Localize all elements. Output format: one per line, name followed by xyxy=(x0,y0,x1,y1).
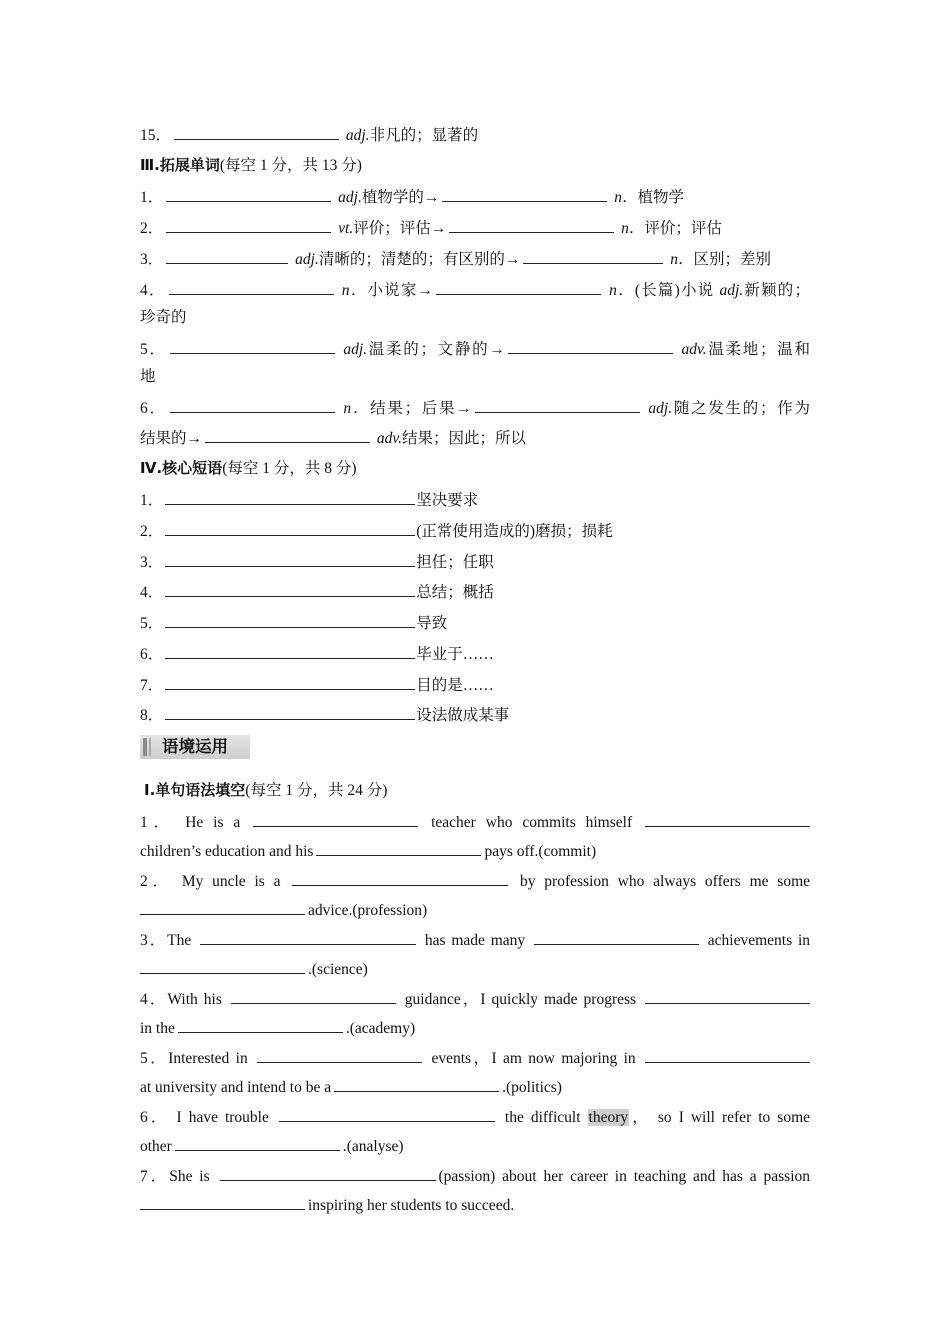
answer-blank[interactable] xyxy=(166,217,331,233)
section-note: (每空 1 分，共 24 分) xyxy=(245,782,388,799)
question-text: (passion) about her career in teaching and has a passion xyxy=(438,1168,811,1185)
part-of-speech: vt. xyxy=(338,220,354,237)
meaning: 区别；差别 xyxy=(693,251,771,268)
grammar-q4-continued xyxy=(140,1017,810,1039)
answer-blank[interactable] xyxy=(165,581,415,597)
phrase-item-6 xyxy=(140,643,810,665)
question-text: .(politics) xyxy=(502,1079,562,1096)
grammar-heading xyxy=(144,780,814,801)
meaning: 导致 xyxy=(416,615,448,632)
item-number: 2． xyxy=(140,220,164,237)
answer-blank[interactable] xyxy=(165,612,415,628)
item-number: 8． xyxy=(140,707,164,724)
part-of-speech: n． xyxy=(621,220,645,237)
phrase-item-3 xyxy=(140,551,810,573)
meaning: 温柔地；温和 xyxy=(706,341,810,358)
grammar-q6 xyxy=(140,1106,810,1128)
meaning: 评价；评估→ xyxy=(353,220,447,237)
question-text: children’s education and his xyxy=(140,843,314,860)
meaning: 毕业于…… xyxy=(416,646,494,663)
meaning: 结果；因此；所以 xyxy=(402,430,527,447)
meaning: 总结；概括 xyxy=(416,584,494,601)
part-of-speech: adj. xyxy=(338,189,362,206)
highlighted-word: theory xyxy=(588,1109,629,1126)
phrase-item-2 xyxy=(140,520,810,542)
part-of-speech: adv. xyxy=(376,430,402,447)
meaning: 非凡的；显著的 xyxy=(369,127,479,144)
grammar-q5-continued xyxy=(140,1076,810,1098)
item-number: 6． xyxy=(140,646,164,663)
answer-blank[interactable] xyxy=(166,248,288,264)
phrase-item-5 xyxy=(140,612,810,634)
question-text: 2． My uncle is a xyxy=(140,873,281,890)
item-number: 1． xyxy=(140,189,164,206)
item-number: 4． xyxy=(140,282,166,299)
meaning: 评价；评估 xyxy=(644,220,722,237)
expand-item-1 xyxy=(140,186,810,208)
question-text: at university and intend to be a xyxy=(140,1079,332,1096)
answer-blank[interactable] xyxy=(442,186,607,202)
answer-blank[interactable] xyxy=(645,1047,810,1063)
meaning: 小说家→ xyxy=(367,282,434,299)
answer-blank[interactable] xyxy=(292,870,508,886)
answer-blank[interactable] xyxy=(170,397,335,413)
answer-blank[interactable] xyxy=(140,958,305,974)
answer-blank[interactable] xyxy=(523,248,663,264)
meaning: 清晰的；清楚的；有区别的→ xyxy=(318,251,521,268)
answer-blank[interactable] xyxy=(165,520,415,536)
answer-blank[interactable] xyxy=(170,338,335,354)
answer-blank[interactable] xyxy=(200,929,416,945)
answer-blank[interactable] xyxy=(257,1047,422,1063)
question-text: the difficult xyxy=(504,1109,581,1126)
answer-blank[interactable] xyxy=(334,1076,499,1092)
answer-blank[interactable] xyxy=(175,1135,340,1151)
answer-blank[interactable] xyxy=(165,551,415,567)
grammar-q7 xyxy=(140,1165,810,1187)
question-text: achievements in xyxy=(707,932,810,949)
answer-blank[interactable] xyxy=(645,988,810,1004)
answer-blank[interactable] xyxy=(279,1106,495,1122)
question-text: other xyxy=(140,1138,172,1155)
answer-blank[interactable] xyxy=(140,1194,305,1210)
section-banner xyxy=(140,735,250,759)
question-text: has made many xyxy=(424,932,526,949)
answer-blank[interactable] xyxy=(436,279,601,295)
section-note: (每空 1 分，共 8 分) xyxy=(222,460,357,477)
item-number: 7． xyxy=(140,677,164,694)
item-number: 4． xyxy=(140,584,164,601)
banner-bar-icon xyxy=(149,738,151,756)
answer-blank[interactable] xyxy=(140,899,305,915)
question-text: .(science) xyxy=(308,961,368,978)
meaning: 结果的→ xyxy=(140,430,203,447)
grammar-q1-continued xyxy=(140,840,810,862)
answer-blank[interactable] xyxy=(169,279,334,295)
section-title: Ⅲ.拓展单词 xyxy=(140,156,220,174)
section-title: Ⅰ.单句语法填空 xyxy=(144,781,246,799)
meaning: 植物学的→ xyxy=(361,189,440,206)
expand-item-6 xyxy=(140,397,810,419)
part-of-speech: n． xyxy=(609,282,635,299)
question-text: events，I am now majoring in xyxy=(431,1050,636,1067)
question-text: .(analyse) xyxy=(342,1138,404,1155)
answer-blank[interactable] xyxy=(178,1017,343,1033)
answer-blank[interactable] xyxy=(174,124,339,140)
expand-item-6-continued xyxy=(140,427,810,449)
question-text: in the xyxy=(140,1020,175,1037)
expand-item-4-continued: 珍奇的 xyxy=(140,309,187,326)
answer-blank[interactable] xyxy=(166,186,331,202)
answer-blank[interactable] xyxy=(449,217,614,233)
part-of-speech: n． xyxy=(341,282,368,299)
meaning: 植物学 xyxy=(637,189,684,206)
phrase-item-8 xyxy=(140,704,810,726)
expand-item-5-continued: 地 xyxy=(140,368,156,385)
answer-blank[interactable] xyxy=(475,397,640,413)
meaning: 结果；后果→ xyxy=(370,400,472,417)
phrase-item-7 xyxy=(140,674,810,696)
question-text: ， so I will refer to some xyxy=(629,1109,811,1126)
expand-item-2 xyxy=(140,217,810,239)
meaning: 担任；任职 xyxy=(416,554,494,571)
question-text: 3．The xyxy=(140,932,192,949)
grammar-q5 xyxy=(140,1047,810,1069)
meaning: 温柔的；文静的→ xyxy=(367,341,505,358)
expand-item-5 xyxy=(140,338,810,360)
part-of-speech: adj. xyxy=(648,400,673,417)
banner-label: 语境运用 xyxy=(162,737,228,756)
grammar-q3 xyxy=(140,929,810,951)
answer-blank[interactable] xyxy=(645,811,810,827)
item-number: 2． xyxy=(140,523,164,540)
answer-blank[interactable] xyxy=(508,338,673,354)
answer-blank[interactable] xyxy=(220,1165,436,1181)
question-text: 5．Interested in xyxy=(140,1050,248,1067)
grammar-q1 xyxy=(140,811,810,833)
question-text: inspiring her students to succeed. xyxy=(308,1197,515,1214)
vocab-item-15 xyxy=(140,124,810,146)
part-of-speech: adj. xyxy=(343,341,368,358)
question-text: .(academy) xyxy=(345,1020,416,1037)
answer-blank[interactable] xyxy=(534,929,699,945)
question-text: pays off.(commit) xyxy=(484,843,597,860)
phrase-item-4 xyxy=(140,581,810,603)
question-text: 6． I have trouble xyxy=(140,1109,269,1126)
meaning: (长篇)小说 xyxy=(634,282,715,299)
part-of-speech: n． xyxy=(670,251,694,268)
question-text: 7．She is xyxy=(140,1168,210,1185)
answer-blank[interactable] xyxy=(165,489,415,505)
meaning: 新颖的； xyxy=(743,282,810,299)
answer-blank[interactable] xyxy=(253,811,418,827)
phrase-item-1 xyxy=(140,489,810,511)
part-of-speech: n． xyxy=(614,189,638,206)
expand-item-4 xyxy=(140,279,810,301)
question-text: 4．With his xyxy=(140,991,222,1008)
grammar-q2 xyxy=(140,870,810,892)
meaning: (正常使用造成的)磨损；损耗 xyxy=(416,523,613,540)
grammar-q2-continued xyxy=(140,899,810,921)
grammar-q7-continued xyxy=(140,1194,810,1216)
part-of-speech: adj. xyxy=(719,282,744,299)
item-number: 5． xyxy=(140,615,164,632)
banner-bar-icon xyxy=(143,738,147,756)
question-text: 1． He is a xyxy=(140,814,241,831)
meaning: 坚决要求 xyxy=(416,492,479,509)
grammar-q3-continued xyxy=(140,958,810,980)
section-title: Ⅳ.核心短语 xyxy=(140,459,223,477)
part-of-speech: adj. xyxy=(345,127,370,144)
item-number: 3． xyxy=(140,554,164,571)
item-number: 15． xyxy=(140,127,172,144)
expand-item-3 xyxy=(140,248,810,270)
section-4-heading xyxy=(140,458,810,479)
section-3-heading xyxy=(140,155,810,176)
answer-blank[interactable] xyxy=(165,643,415,659)
section-note: (每空 1 分，共 13 分) xyxy=(219,157,362,174)
part-of-speech: n． xyxy=(343,400,371,417)
answer-blank[interactable] xyxy=(316,840,481,856)
question-text: teacher who commits himself xyxy=(431,814,633,831)
item-number: 3． xyxy=(140,251,164,268)
meaning: 目的是…… xyxy=(416,677,494,694)
question-text: advice.(profession) xyxy=(308,902,428,919)
grammar-q4 xyxy=(140,988,810,1010)
item-number: 1． xyxy=(140,492,164,509)
answer-blank[interactable] xyxy=(205,427,370,443)
item-number: 5． xyxy=(140,341,167,358)
answer-blank[interactable] xyxy=(165,704,415,720)
question-text: by profession who always offers me some xyxy=(520,873,811,890)
item-number: 6． xyxy=(140,400,167,417)
meaning: 随之发生的；作为 xyxy=(672,400,810,417)
part-of-speech: adj. xyxy=(295,251,319,268)
part-of-speech: adv. xyxy=(681,341,707,358)
answer-blank[interactable] xyxy=(165,674,415,690)
question-text: guidance，I quickly made progress xyxy=(404,991,637,1008)
answer-blank[interactable] xyxy=(231,988,396,1004)
meaning: 设法做成某事 xyxy=(416,707,510,724)
grammar-q6-continued xyxy=(140,1135,810,1157)
